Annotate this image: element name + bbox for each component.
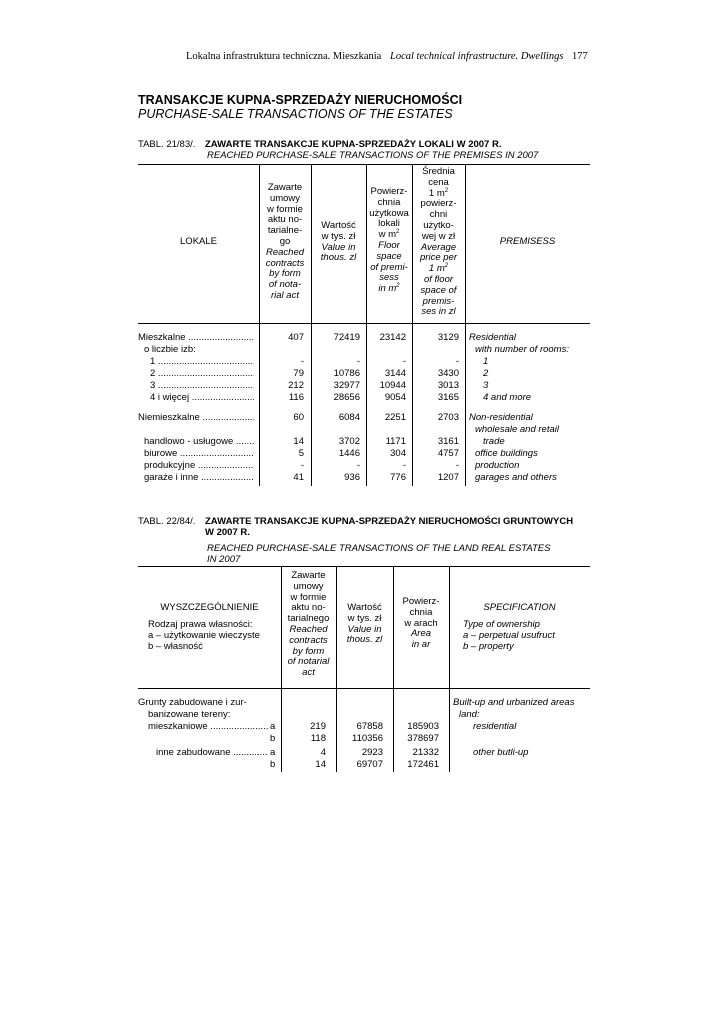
table2-col1-header: Zawarte umowy w formie aktu no- tarialnego Reached contracts by form of notarial act [287, 570, 330, 679]
table1-cell: 14 [293, 436, 304, 447]
table1-row-label: handlowo - usługowe ..... [144, 436, 254, 448]
table1-cell: 212 [288, 380, 304, 391]
table1-cell: - [402, 460, 406, 471]
table1-cell: 3161 [437, 436, 459, 447]
table1-cell: 23142 [379, 332, 406, 343]
table2-title-pl-1: ZAWARTE TRANSAKCJE KUPNA-SPRZEDAŻY NIERUCHOMOŚCI GRUNTOWYCH [205, 516, 574, 527]
table2-en-sub: Type of ownership a – perpetual usufruct b – property [463, 619, 555, 652]
table1-cell: 776 [390, 472, 406, 483]
table1-cell: 60 [293, 412, 304, 423]
table1-cell: 32977 [333, 380, 360, 391]
table2-ownership-type: b [270, 733, 276, 744]
table1-row-label-en: wholesale and retail [475, 424, 559, 435]
table1-row-label: garaże i inne ..... [144, 472, 254, 484]
table1-col3-header: Powierz- chnia użytkowa lokali w $m^2$ Floor space of premi- sess in $m^2$ [369, 186, 409, 295]
table1-caption [138, 139, 598, 163]
table2-cell: 118 [310, 733, 326, 744]
table2-title-en-2: IN 2007 [207, 554, 241, 565]
table1-title-en: REACHED PURCHASE-SALE TRANSACTIONS OF THE PREMISES IN 2007 [207, 150, 539, 161]
table1-row-label: 1 ..... [150, 356, 254, 368]
table1-row-label: biurowe ..... [144, 448, 254, 460]
table1-row-label: produkcyjne ..... [144, 460, 254, 472]
table1-cell: - [356, 356, 360, 367]
table1-row-label: 2 ..... [150, 368, 254, 380]
table1-row-label-en: 4 and more [483, 392, 532, 403]
table1-en-header: PREMISESS [499, 236, 556, 247]
table1-row-label-en: production [475, 460, 520, 471]
table2-cell: 172461 [407, 759, 439, 770]
table1-cell: 3144 [384, 368, 406, 379]
table1-cell: 41 [293, 472, 304, 483]
table2-cell: 69707 [356, 759, 383, 770]
section-subtitle: PURCHASE-SALE TRANSACTIONS OF THE ESTATES [138, 107, 453, 121]
table1-cell: 3165 [437, 392, 459, 403]
table1-row-label-en: office buildings [475, 448, 538, 459]
table1-header-rule [138, 323, 590, 324]
table2-vline [449, 566, 450, 772]
table1-top-rule [138, 164, 590, 165]
table1-cell: 3013 [437, 380, 459, 391]
table1-row-label-en: 3 [483, 380, 489, 391]
table1-cell: - [300, 356, 304, 367]
table2-top-rule [138, 566, 590, 567]
table1-cell: 28656 [333, 392, 360, 403]
table1-row-label: Mieszkalne ..... [138, 332, 254, 344]
table2-row-label: banizowane tereny: [148, 709, 231, 720]
table1-row-label-en: garages and others [475, 472, 557, 483]
table2-en-header: SPECIFICATION [483, 602, 556, 613]
table2-cell: 378697 [407, 733, 439, 744]
table2-cell: 2923 [361, 747, 383, 758]
table1-col1-header: Zawarte umowy w formie aktu no- tarialne- go Reached contracts by form of nota- rial act [265, 182, 305, 301]
table1-cell: 6084 [338, 412, 360, 423]
table1-cell: 3129 [437, 332, 459, 343]
table2-stub-sub: Rodzaj prawa własności: a – użytkowanie wieczyste b – własność [148, 619, 260, 652]
table2-row-label-en: other butli-up [473, 747, 529, 758]
table2-cell: 14 [315, 759, 326, 770]
page-number: 177 [572, 51, 588, 62]
table2-cell: 110356 [352, 733, 383, 744]
table1-cell: 304 [390, 448, 406, 459]
table2-cell: 219 [310, 721, 326, 732]
table1-row-label-en: 1 [483, 356, 489, 367]
table1-cell: 1207 [437, 472, 459, 483]
table2-cell: 185903 [407, 721, 439, 732]
table1-number: TABL. 21/83/. [138, 139, 196, 150]
table2-cell: 21332 [412, 747, 439, 758]
table2-row-label-en: land: [459, 709, 480, 720]
table2-col2-header: Wartość w tys. zł Value in thous. zl [346, 602, 383, 646]
table1-cell: 407 [288, 332, 304, 343]
table2-header-rule [138, 688, 590, 689]
table1-cell: - [300, 460, 304, 471]
table2-row-label: Grunty zabudowane i zur- [138, 697, 247, 708]
table1-cell: 5 [298, 448, 304, 459]
table2-row-label: mieszkaniowe ..... [148, 721, 268, 733]
table2-cell: 67858 [356, 721, 383, 732]
table2-title-pl-2: W 2007 R. [205, 527, 250, 538]
table1-cell: - [455, 460, 459, 471]
table2-ownership-type: a [270, 721, 276, 732]
table1-cell: 10786 [333, 368, 360, 379]
table1-cell: 936 [344, 472, 360, 483]
table2-ownership-type: a [270, 747, 276, 758]
table1-cell: 79 [293, 368, 304, 379]
table1-row-label: 3 ..... [150, 380, 254, 392]
table1-cell: 1171 [385, 436, 406, 447]
table2-cell: 4 [320, 747, 326, 758]
table1-row-label-en: trade [483, 436, 505, 447]
table1-cell: 3702 [338, 436, 360, 447]
table1-cell: - [455, 356, 459, 367]
table2-row-label-en: Built-up and urbanized areas [453, 697, 575, 708]
table1-title-pl: ZAWARTE TRANSAKCJE KUPNA-SPRZEDAŻY LOKALI W 2007 R. [205, 139, 502, 150]
table1-cell: 1446 [338, 448, 360, 459]
table2-caption [138, 516, 598, 566]
table1-row-label: 4 i więcej ..... [150, 392, 254, 404]
table1-cell: 116 [288, 392, 304, 403]
table1-row-label: o liczbie izb: [144, 344, 196, 355]
table1-cell: 2251 [384, 412, 406, 423]
table1-cell: 9054 [384, 392, 406, 403]
section-title: TRANSAKCJE KUPNA-SPRZEDAŻY NIERUCHOMOŚCI [138, 93, 463, 107]
table1-row-label-en: Non-residential [469, 412, 533, 423]
table2-col3-header: Powierz- chnia w arach Area in ar [402, 596, 440, 651]
table1-cell: 2703 [437, 412, 459, 423]
table1-row-label-en: 2 [483, 368, 489, 379]
table2-stub-header: WYSZCZEGÓLNIENIE [160, 602, 259, 613]
running-header-right: Local technical infrastructure. Dwellings [390, 51, 564, 62]
running-header-left: Lokalna infrastruktura techniczna. Mieszkania [186, 51, 382, 62]
table1-cell: - [402, 356, 406, 367]
table1-row-label-en: with number of rooms: [475, 344, 569, 355]
table2-row-label-en: residential [473, 721, 517, 732]
table2-title-en-1: REACHED PURCHASE-SALE TRANSACTIONS OF THE LAND REAL ESTATES [207, 543, 551, 554]
table1-cell: 72419 [333, 332, 360, 343]
table1-col2-header: Wartość w tys. zł Value in thous. zl [320, 220, 357, 264]
table1-cell: 3430 [437, 368, 459, 379]
table2-number: TABL. 22/84/. [138, 516, 196, 527]
table1-cell: 4757 [437, 448, 459, 459]
table1-cell: - [356, 460, 360, 471]
table2-row-label: inne zabudowane ..... [156, 747, 268, 759]
table1-row-label: Niemieszkalne ..... [138, 412, 254, 424]
table1-row-label-en: Residential [469, 332, 516, 343]
table1-stub-header: LOKALE [180, 236, 217, 247]
table1-vline [465, 164, 466, 486]
table1-col4-header: Średnia cena 1 $m^2$ powierz- chni użytko- wej w zł Average price per 1 $m^2$ of floor space of premis- ses in zl [420, 166, 457, 318]
table1-cell: 10944 [379, 380, 406, 391]
table2-ownership-type: b [270, 759, 276, 770]
